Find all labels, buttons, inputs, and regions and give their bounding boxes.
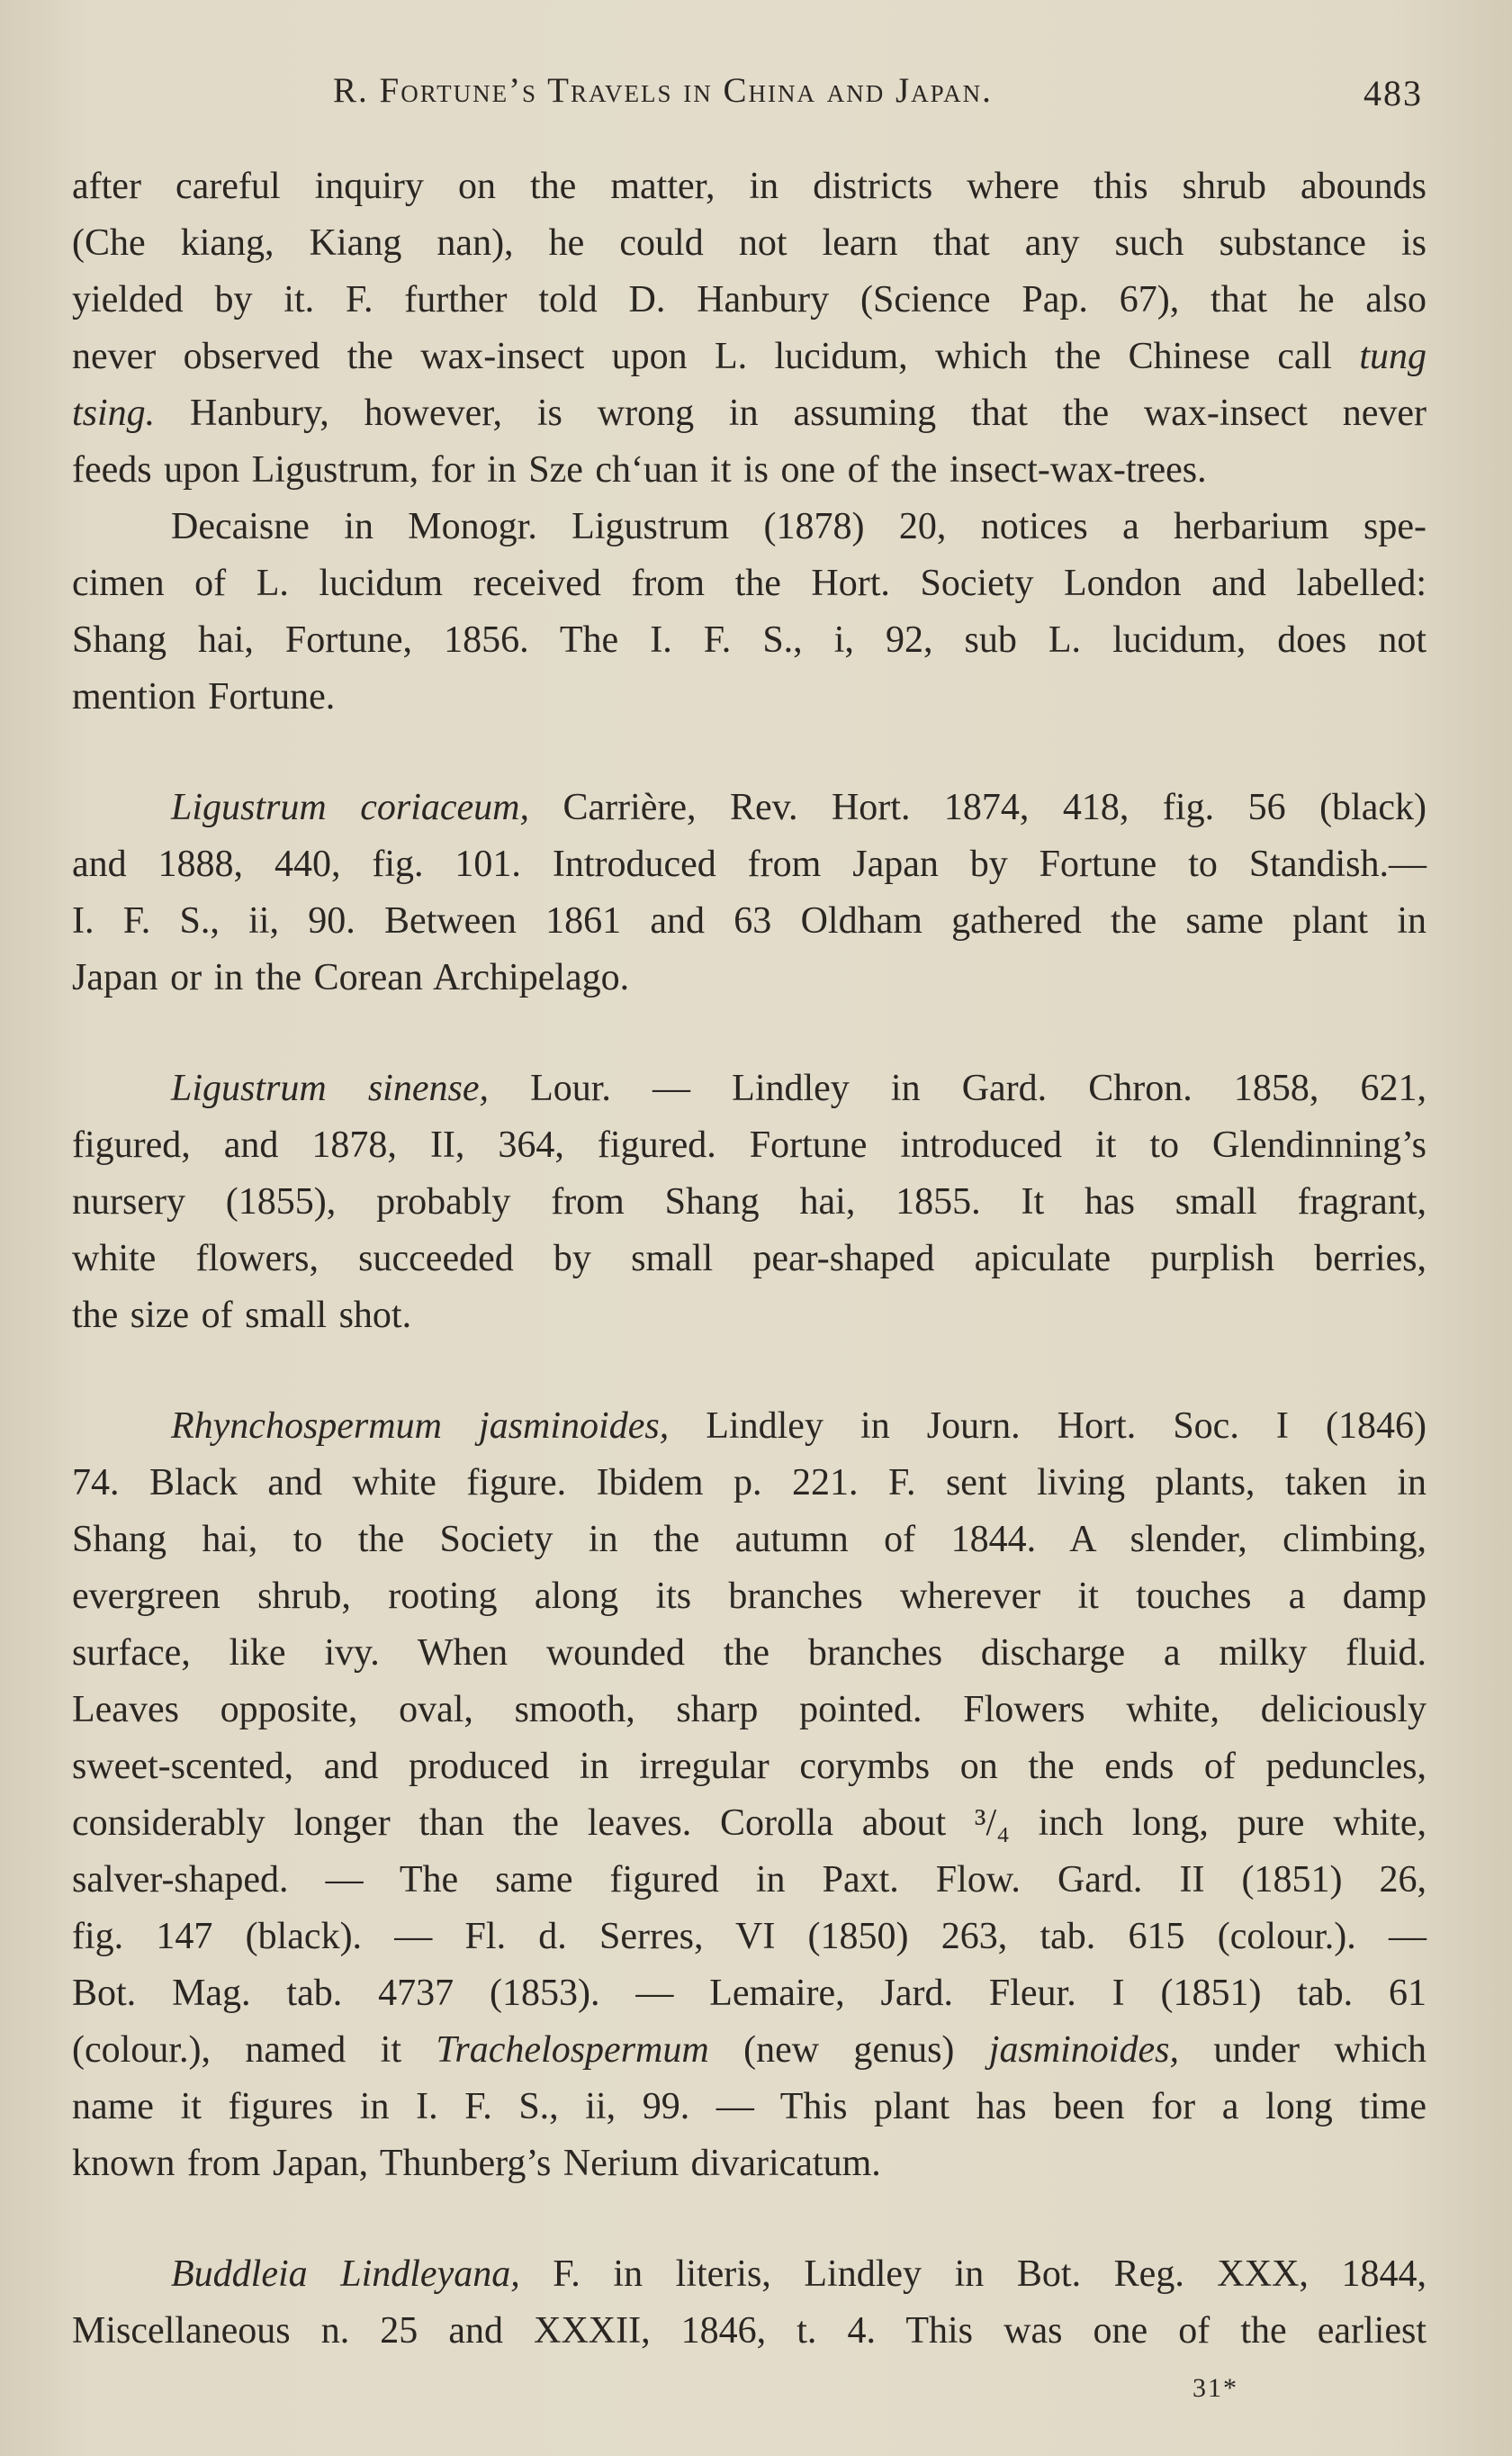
text-line: Shang hai, Fortune, 1856. The I. F. S., i, 92, sub L. lucidum, does not xyxy=(72,619,1426,661)
entry-ligustrum-sinense xyxy=(72,1061,1426,1344)
text-line: Shang hai, to the Society in the autumn of 1844. A slender, climbing, xyxy=(72,1519,1426,1560)
text-line: feeds upon Ligustrum, for in Sze ch‘uan it is one of the insect-wax-trees. xyxy=(72,449,1207,491)
text-line: name it figures in I. F. S., ii, 99. — This plant has been for a long time xyxy=(72,2086,1426,2127)
text-line: (colour.), named it Trachelospermum (new genus) jasminoides, under which xyxy=(72,2029,1426,2071)
running-head: R. Fortune’s Travels in China and Japan. xyxy=(333,71,993,110)
text-line: 74. Black and white figure. Ibidem p. 221. F. sent living plants, taken in xyxy=(72,1462,1426,1503)
signature-mark: 31* xyxy=(1192,2373,1238,2403)
text-line: considerably longer than the leaves. Corolla about ³/₄ inch long, pure white, xyxy=(72,1802,1426,1844)
text-line: tsing. Hanbury, however, is wrong in assuming that the wax-insect never xyxy=(72,393,1426,434)
paragraph-continuation xyxy=(72,158,1426,499)
page-header xyxy=(72,70,1422,124)
entry-rhynchospermum-jasminoides xyxy=(72,1398,1426,2192)
text-line: after careful inquiry on the matter, in districts where this shrub abounds xyxy=(72,166,1426,207)
text-line: sweet-scented, and produced in irregular corymbs on the ends of peduncles, xyxy=(72,1746,1426,1787)
text-line: Decaisne in Monogr. Ligustrum (1878) 20, notices a herbarium spe- xyxy=(171,506,1426,547)
text-line: Buddleia Lindleyana, F. in literis, Lindley in Bot. Reg. XXX, 1844, xyxy=(171,2253,1426,2295)
paragraph-decaisne xyxy=(72,499,1426,726)
page-body xyxy=(72,158,1426,2360)
text-line: known from Japan, Thunberg’s Nerium divaricatum. xyxy=(72,2143,881,2184)
text-line: Ligustrum coriaceum, Carrière, Rev. Hort. 1874, 418, fig. 56 (black) xyxy=(171,787,1426,828)
page-number: 483 xyxy=(1364,73,1423,113)
text-line: salver-shaped. — The same figured in Paxt. Flow. Gard. II (1851) 26, xyxy=(72,1859,1426,1901)
text-line: figured, and 1878, II, 364, figured. Fortune introduced it to Glendinning’s xyxy=(72,1124,1426,1166)
entry-buddleia-lindleyana xyxy=(72,2246,1426,2360)
text-line: I. F. S., ii, 90. Between 1861 and 63 Oldham gathered the same plant in xyxy=(72,900,1426,942)
text-line: Miscellaneous n. 25 and XXXII, 1846, t. 4. This was one of the earliest xyxy=(72,2310,1426,2352)
text-line: and 1888, 440, fig. 101. Introduced from Japan by Fortune to Standish.— xyxy=(72,844,1426,885)
paragraph-gap xyxy=(72,2192,1426,2246)
text-line: the size of small shot. xyxy=(72,1295,412,1336)
text-line: Ligustrum sinense, Lour. — Lindley in Gard. Chron. 1858, 621, xyxy=(171,1068,1427,1109)
paragraph-gap xyxy=(72,726,1426,780)
text-line: evergreen shrub, rooting along its branches wherever it touches a damp xyxy=(72,1576,1426,1617)
text-line: mention Fortune. xyxy=(72,676,336,718)
text-line: (Che kiang, Kiang nan), he could not learn that any such substance is xyxy=(72,222,1426,264)
text-line: Leaves opposite, oval, smooth, sharp pointed. Flowers white, deliciously xyxy=(72,1689,1426,1730)
text-line: fig. 147 (black). — Fl. d. Serres, VI (1850) 263, tab. 615 (colour.). — xyxy=(72,1916,1426,1957)
text-line: Rhynchospermum jasminoides, Lindley in Journ. Hort. Soc. I (1846) xyxy=(171,1405,1426,1447)
text-line: Japan or in the Corean Archipelago. xyxy=(72,957,630,998)
text-line: white flowers, succeeded by small pear-shaped apiculate purplish berries, xyxy=(72,1238,1426,1279)
entry-ligustrum-coriaceum xyxy=(72,780,1426,1007)
paragraph-gap xyxy=(72,1344,1426,1398)
text-line: never observed the wax-insect upon L. lucidum, which the Chinese call tung xyxy=(72,336,1426,377)
text-line: nursery (1855), probably from Shang hai, 1855. It has small fragrant, xyxy=(72,1181,1426,1223)
paragraph-gap xyxy=(72,1007,1426,1061)
text-line: yielded by it. F. further told D. Hanbury (Science Pap. 67), that he also xyxy=(72,279,1426,321)
text-line: surface, like ivy. When wounded the branches discharge a milky fluid. xyxy=(72,1632,1426,1674)
text-line: Bot. Mag. tab. 4737 (1853). — Lemaire, Jard. Fleur. I (1851) tab. 61 xyxy=(72,1973,1426,2014)
text-line: cimen of L. lucidum received from the Hort. Society London and labelled: xyxy=(72,563,1426,604)
